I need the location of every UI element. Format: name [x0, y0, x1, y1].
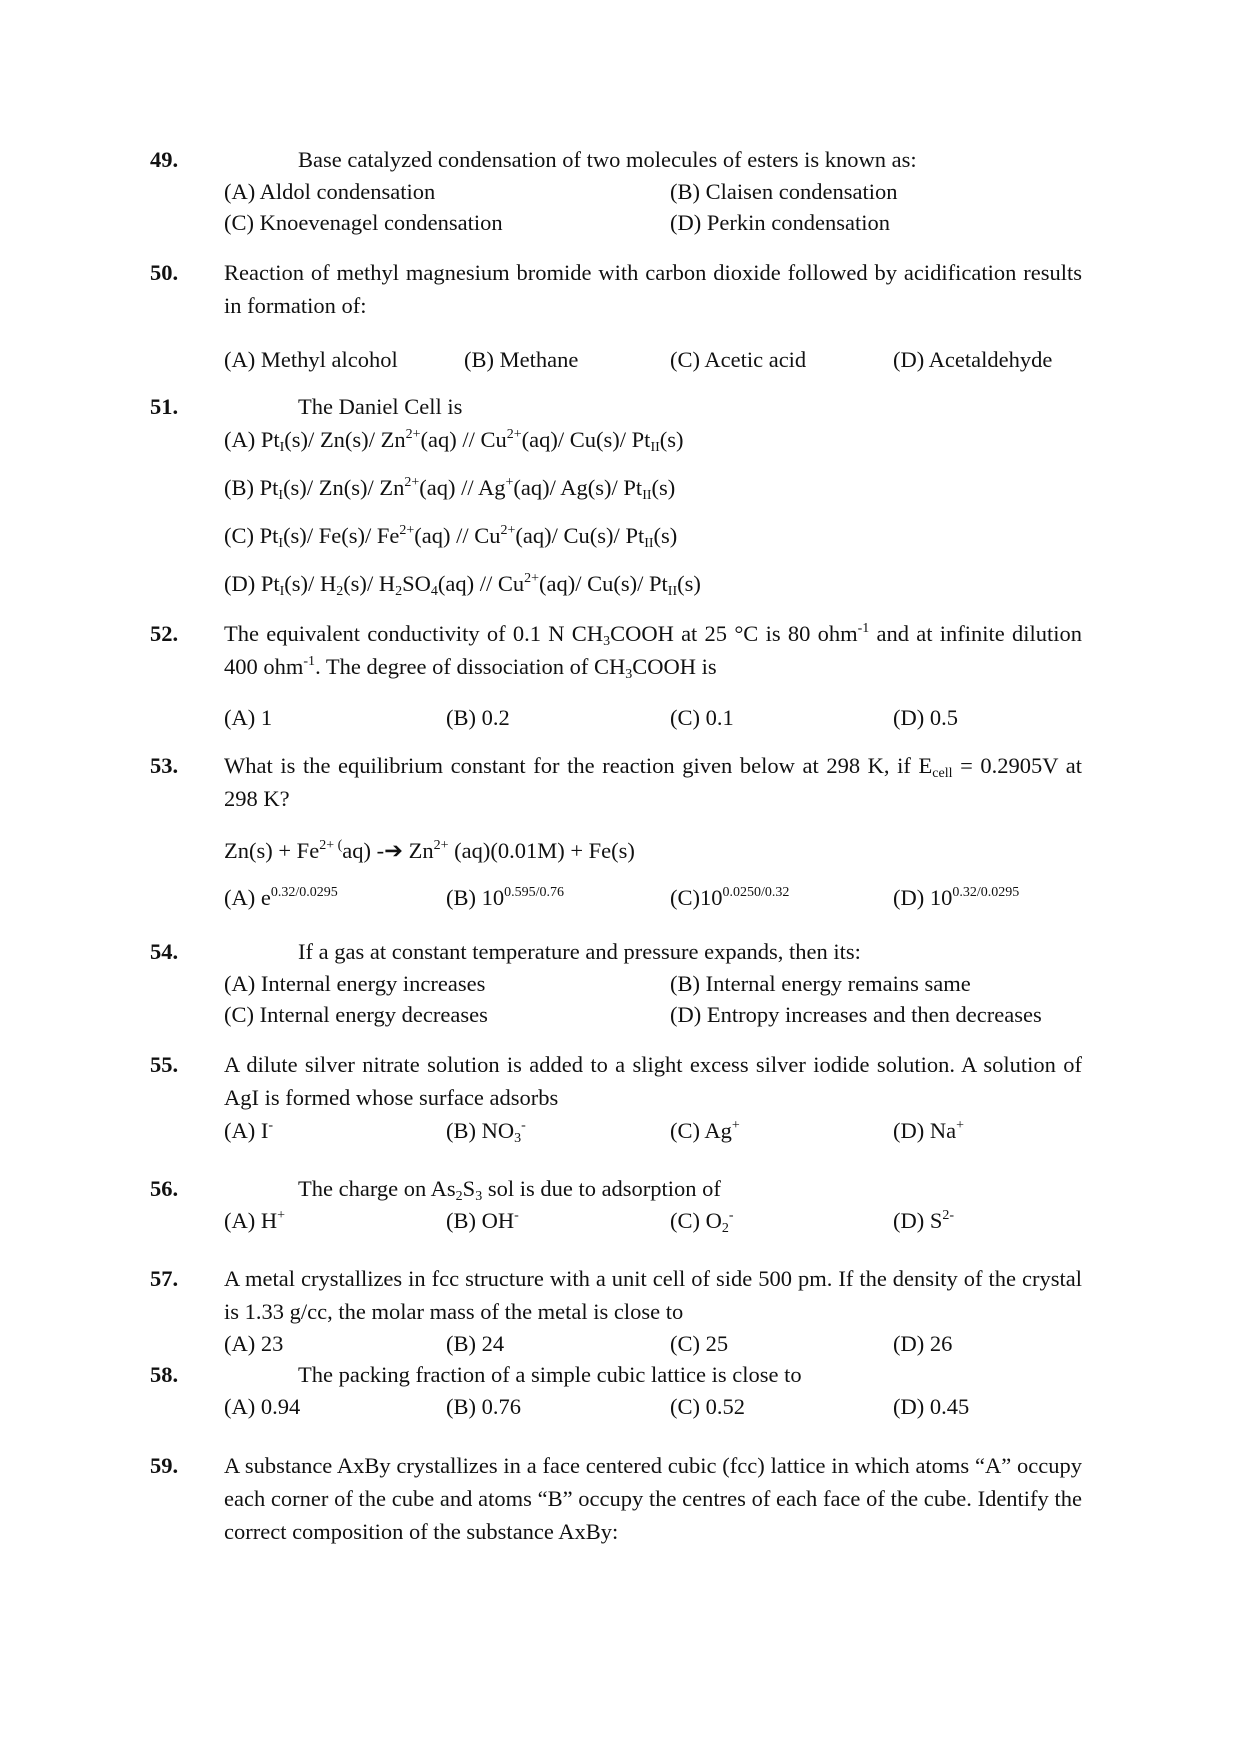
q49-option-c: (C) Knoevenagel condensation [224, 210, 503, 235]
q52-option-a: (A) 1 [224, 705, 273, 730]
q57-option-d: (D) 26 [893, 1331, 953, 1356]
q51-number: 51. [150, 394, 179, 419]
q56-option-d: (D) $S^{2-}$ [893, 1208, 955, 1233]
q52-number: 52. [150, 621, 179, 646]
q53-option-a: (A) $e^{0.32/0.0295}$ [224, 885, 338, 910]
q55-number: 55. [150, 1052, 179, 1077]
q51-option-c: (C) $Pt_I(s)/$ Fe(s)/ $Fe^{2+}(aq) // Cu^{2+}(aq)/$ Cu(s)/ $Pt_{II}(s)$ [224, 523, 678, 551]
q54-option-d: (D) Entropy increases and then decreases [670, 1002, 1042, 1027]
q58-option-c: (C) 0.52 [670, 1394, 745, 1419]
q51-text: The Daniel Cell is [298, 394, 463, 419]
q58-option-b: (B) 0.76 [446, 1394, 521, 1419]
q53-option-c: $(C)10^{0.0250/0.32}$ [670, 885, 790, 910]
q52-option-b: (B) 0.2 [446, 705, 510, 730]
q54-option-c: (C) Internal energy decreases [224, 1002, 488, 1027]
q52-option-d: (D) 0.5 [893, 705, 958, 730]
q57-number: 57. [150, 1266, 179, 1291]
q53-option-b: (B) $10^{0.595/0.76}$ [446, 885, 565, 910]
q58-option-d: (D) 0.45 [893, 1394, 970, 1419]
q52-text: The equivalent conductivity of 0.1 N $CH_3COOH$ at 25 °C is 80 ohm$^{-1}$ and at infinite dilution 400 ohm$^{-1}$. The degree of dissociation of $CH_3COOH$ is [224, 621, 1082, 682]
q55-option-b: (B) $NO_3^-$ [446, 1118, 526, 1146]
q56-option-a: (A) H+ [224, 1208, 286, 1233]
q55-option-a: (A) I- [224, 1118, 274, 1143]
q53-option-d: (D) $10^{0.32/0.0295}$ [893, 885, 1020, 910]
q59-text: A substance AxBy crystallizes in a face centered cubic (fcc) lattice in which atoms “A” occupy each corner of the cube and atoms “B” occupy the centres of each face of the cube. Identify the correct composition of the substance AxBy: [224, 1453, 1082, 1544]
q50-text: Reaction of methyl magnesium bromide with carbon dioxide followed by acidification results in formation of: [224, 260, 1082, 318]
q52-option-c: (C) 0.1 [670, 705, 734, 730]
q59-number: 59. [150, 1453, 179, 1478]
q55-option-c: (C) Ag+ [670, 1118, 740, 1143]
q51-option-b: (B) $Pt_I(s)/$ Zn(s)/ $Zn^{2+}(aq) // Ag^+(aq)/$ Ag(s)/ $Pt_{II}(s)$ [224, 475, 676, 503]
q56-number: 56. [150, 1176, 179, 1201]
q50-option-b: (B) Methane [464, 347, 579, 372]
q50-number: 50. [150, 260, 179, 285]
q50-option-a: (A) Methyl alcohol [224, 347, 398, 372]
q51-option-d: (D) $Pt_I(s)/$ $H_2(s)/$ $H_2SO_4(aq) // Cu^{2+}(aq)/$ Cu(s)/ $Pt_{II}(s)$ [224, 571, 701, 599]
q54-option-a: (A) Internal energy increases [224, 971, 486, 996]
q54-text: If a gas at constant temperature and pressure expands, then its: [298, 939, 861, 964]
q51-option-a: (A) $Pt_I(s)/$ Zn(s)/ $Zn^{2+}(aq) // Cu^{2+}(aq)/$ Cu(s)/ $Pt_{II}(s)$ [224, 427, 684, 455]
q56-option-b: (B) OH- [446, 1208, 519, 1233]
q56-option-c: (C) $O_2^-$ [670, 1208, 734, 1236]
q49-option-a: (A) Aldol condensation [224, 179, 436, 204]
q50-option-c: (C) Acetic acid [670, 347, 807, 372]
q56-text: The charge on $As_2S_3$ sol is due to adsorption of [298, 1176, 721, 1204]
q49-number: 49. [150, 147, 179, 172]
q55-option-d: (D) Na+ [893, 1118, 965, 1143]
q57-option-a: (A) 23 [224, 1331, 284, 1356]
q55-text: A dilute silver nitrate solution is added to a slight excess silver iodide solution. A solution of AgI is formed whose surface adsorbs [224, 1052, 1082, 1110]
q49-option-d: (D) Perkin condensation [670, 210, 890, 235]
arrow-icon: ➔ [384, 838, 403, 863]
q58-option-a: (A) 0.94 [224, 1394, 301, 1419]
q53-reaction: $Zn(s) + Fe^{2+ (}aq$) -➔ $Zn^{2+}$ (aq)(0.01M) + Fe(s) [224, 838, 635, 863]
q57-text: A metal crystallizes in fcc structure with a unit cell of side 500 pm. If the density of the crystal is 1.33 g/cc, the molar mass of the metal is close to [224, 1266, 1082, 1324]
q54-option-b: (B) Internal energy remains same [670, 971, 971, 996]
q54-number: 54. [150, 939, 179, 964]
q53-text: What is the equilibrium constant for the reaction given below at 298 K, if $E_{cell} = 0.2905V$ at 298 K? [224, 753, 1082, 811]
q58-text: The packing fraction of a simple cubic lattice is close to [298, 1362, 802, 1387]
q57-option-b: (B) 24 [446, 1331, 505, 1356]
q49-text: Base catalyzed condensation of two molecules of esters is known as: [298, 147, 917, 172]
q57-option-c: (C) 25 [670, 1331, 729, 1356]
q49-option-b: (B) Claisen condensation [670, 179, 898, 204]
q58-number: 58. [150, 1362, 179, 1387]
q53-number: 53. [150, 753, 179, 778]
q50-option-d: (D) Acetaldehyde [893, 347, 1053, 372]
